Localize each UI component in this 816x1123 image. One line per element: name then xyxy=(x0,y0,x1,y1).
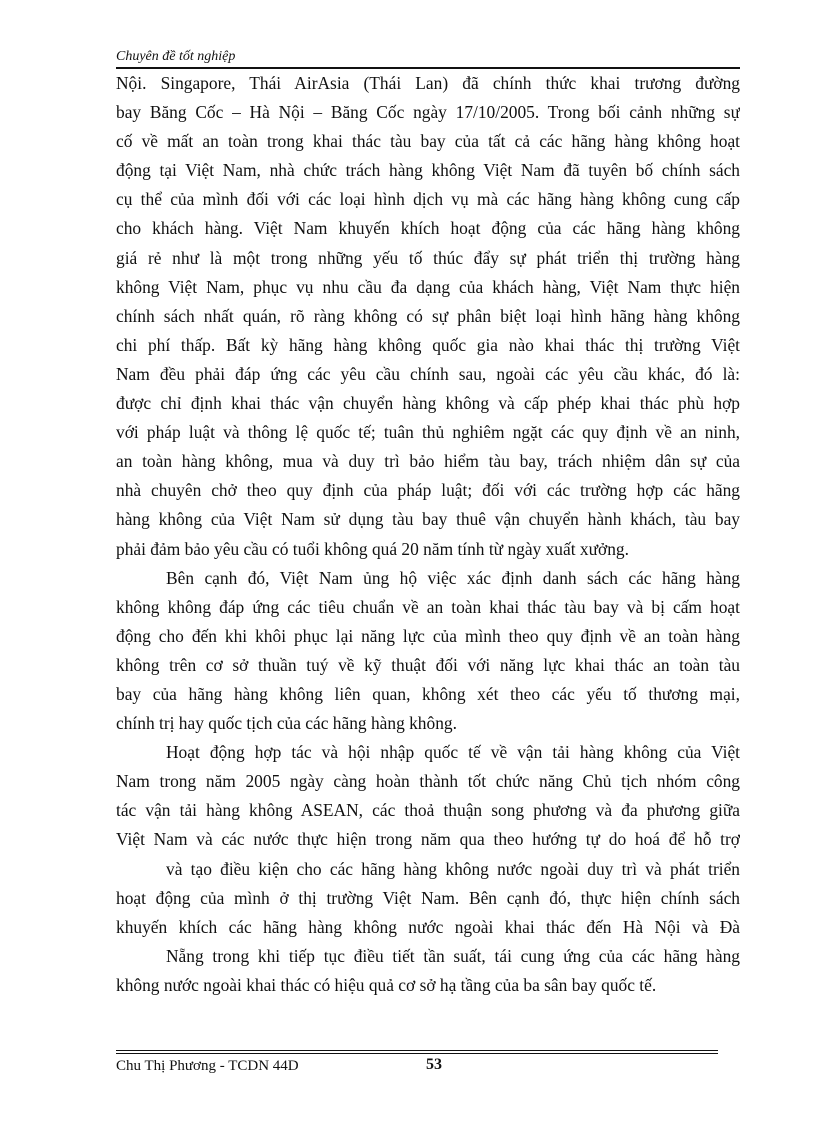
footer-author: Chu Thị Phương - TCDN 44D xyxy=(116,1058,299,1074)
body-line: Nội. Singapore, Thái AirAsia (Thái Lan) đã chính thức khai trương đường xyxy=(116,73,740,93)
body-line: hàng không của Việt Nam sử dụng tàu bay thuê vận chuyển hành khách, tàu bay xyxy=(116,509,740,530)
body-line: bay Băng Cốc – Hà Nội – Băng Cốc ngày 17/10/2005. Trong bối cảnh những sự xyxy=(116,102,740,123)
header-title: Chuyên đề tốt nghiệp xyxy=(116,49,236,64)
body-line: chi phí thấp. Bất kỳ hãng hàng không quốc gia nào khai thác thị trường Việt xyxy=(116,334,740,355)
body-line: khuyến khích các hãng hàng không nước ngoài khai thác đến Hà Nội và Đà xyxy=(116,916,740,937)
body-line: Bên cạnh đó, Việt Nam ủng hộ việc xác định danh sách các hãng hàng xyxy=(166,567,740,588)
body-line: và tạo điều kiện cho các hãng hàng không nước ngoài duy trì và phát triển xyxy=(166,858,740,879)
body-line: nhà chuyên chở theo quy định của pháp luật; đối với các trường hợp các hãng xyxy=(116,480,740,501)
body-line: động tại Việt Nam, nhà chức trách hàng không Việt Nam đã tuyên bố chính sách xyxy=(116,160,740,181)
body-line: cho khách hàng. Việt Nam khuyến khích hoạt động của các hãng hàng không xyxy=(116,218,740,239)
footer-rule-top xyxy=(116,1050,718,1051)
body-line: tác vận tải hàng không ASEAN, các thoả thuận song phương và đa phương giữa xyxy=(116,800,740,821)
body-line: giá rẻ như là một trong những yếu tố thúc đẩy sự phát triển thị trường hàng xyxy=(116,247,740,268)
body-line: chính sách nhất quán, rõ ràng không có sự phân biệt loại hình hãng hàng không xyxy=(116,305,740,326)
page-number: 53 xyxy=(426,1056,442,1073)
body-line: với pháp luật và thông lệ quốc tế; tuân thủ nghiêm ngặt các quy định về an ninh, xyxy=(116,422,740,443)
body-line: không nước ngoài khai thác có hiệu quả cơ sở hạ tầng của ba sân bay quốc tế. xyxy=(116,974,657,995)
body-line: không trên cơ sở thuần tuý về kỹ thuật đối với năng lực khai thác an toàn tàu xyxy=(116,654,740,675)
body-line: Hoạt động hợp tác và hội nhập quốc tế về vận tải hàng không của Việt xyxy=(166,742,740,763)
body-line: Nam đều phải đáp ứng các yêu cầu chính sau, ngoài các yêu cầu khác, đó là: xyxy=(116,363,740,384)
body-line: chính trị hay quốc tịch của các hãng hàng không. xyxy=(116,713,457,734)
body-line: an toàn hàng không, mua và duy trì bảo hiểm tàu bay, trách nhiệm dân sự của xyxy=(116,451,740,472)
body-line: bay của hãng hàng không liên quan, không xét theo các yếu tố thương mại, xyxy=(116,683,740,704)
body-text xyxy=(116,69,740,1000)
body-line: hoạt động của mình ở thị trường Việt Nam. Bên cạnh đó, thực hiện chính sách xyxy=(116,887,740,908)
body-line: Việt Nam và các nước thực hiện trong năm qua theo hướng tự do hoá để hỗ trợ xyxy=(116,829,740,850)
body-line: không không đáp ứng các tiêu chuẩn về an toàn khai thác tàu bay và bị cấm hoạt xyxy=(116,596,740,617)
body-line: phải đảm bảo yêu cầu có tuổi không quá 20 năm tính từ ngày xuất xưởng. xyxy=(116,538,629,559)
body-line: được chỉ định khai thác vận chuyển hàng không và cấp phép khai thác phù hợp xyxy=(116,393,740,414)
body-line: cụ thể của mình đối với các loại hình dịch vụ mà các hãng hàng không cung cấp xyxy=(116,189,740,210)
body-line: Nam trong năm 2005 ngày càng hoàn thành tốt chức năng Chủ tịch nhóm công xyxy=(116,771,740,792)
body-line: Nẵng trong khi tiếp tục điều tiết tần suất, tái cung ứng của các hãng hàng xyxy=(166,945,740,966)
footer-rule-bottom xyxy=(116,1053,718,1054)
page-header xyxy=(116,49,740,69)
body-line: không Việt Nam, phục vụ nhu cầu đa dạng của khách hàng, Việt Nam thực hiện xyxy=(116,276,740,297)
body-line: động cho đến khi khôi phục lại năng lực của mình theo quy định về an toàn hàng xyxy=(116,625,740,646)
body-line: cố về mất an toàn trong khai thác tàu bay của tất cả các hãng hàng không hoạt xyxy=(116,131,740,152)
